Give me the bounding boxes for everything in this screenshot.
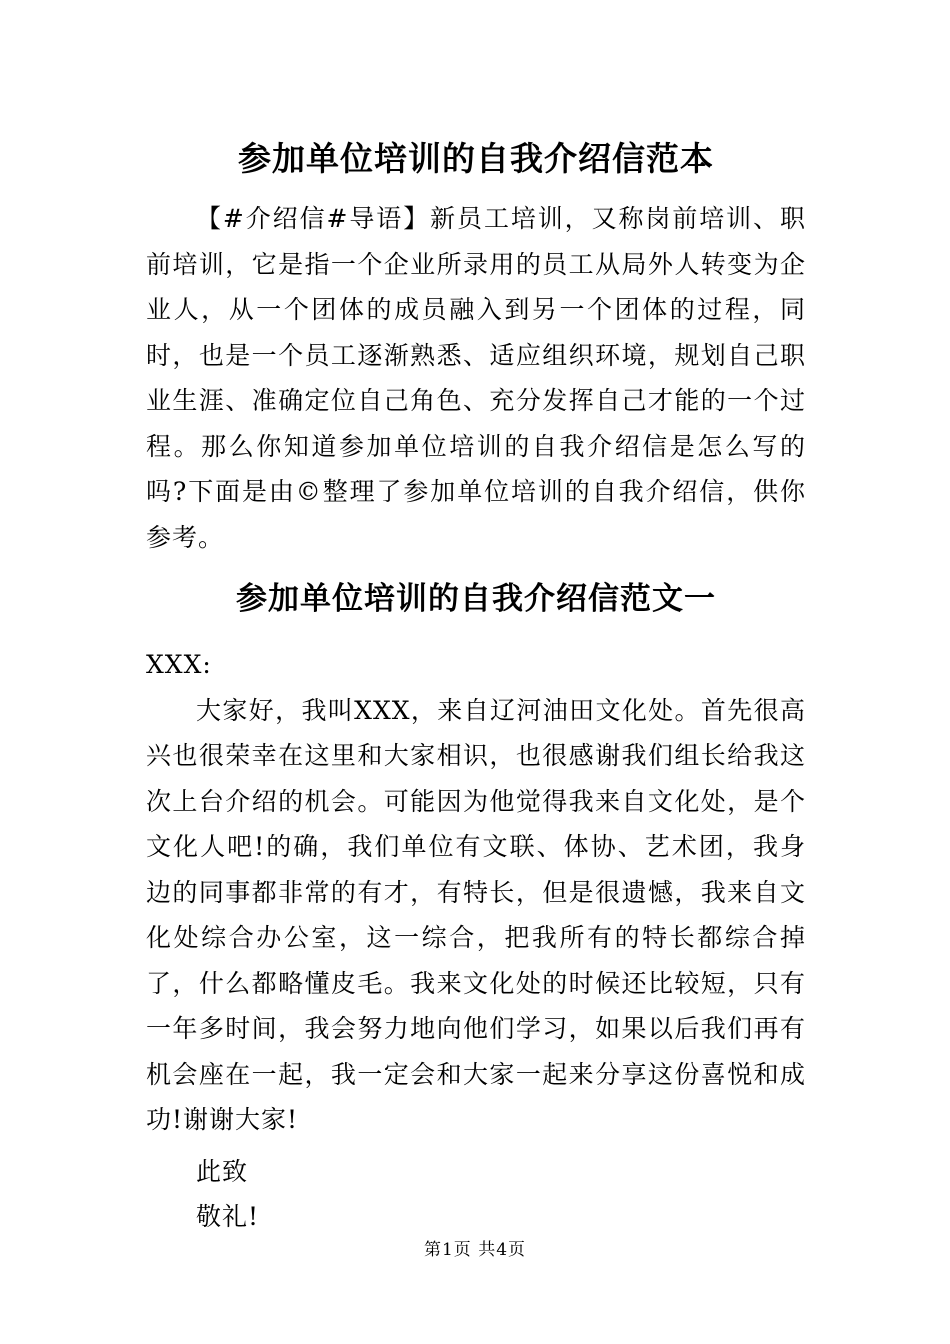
section-heading: 参加单位培训的自我介绍信范文一 bbox=[236, 581, 716, 617]
page-footer: 第1页 共4页 bbox=[423, 1240, 527, 1260]
document-content bbox=[146, 132, 806, 1240]
letter-closing-line-2: 敬礼! bbox=[196, 1202, 260, 1231]
letter-body: 大家好，我叫XXX，来自辽河油田文化处。首先很高兴也很荣幸在这里和大家相识，也很感谢我们组长给我这次上台介绍的机会。可能因为他觉得我来自文化处，是个文化人吧!的确，我们单位有文联、体协、艺术团，我身边的同事都非常的有才，有特长，但是很遗憾，我来自文化处综合办公室，这一综合，把我所有的特长都综合掉了，什么都略懂皮毛。我来文化处的时候还比较短，只有一年多时间，我会努力地向他们学习，如果以后我们再有机会座在一起，我一定会和大家一起来分享这份喜悦和成功!谢谢大家! bbox=[146, 695, 806, 1134]
letter-salutation: XXX: bbox=[146, 650, 212, 679]
letter-closing-line-1: 此致 bbox=[196, 1156, 249, 1186]
document-title: 参加单位培训的自我介绍信范本 bbox=[238, 139, 714, 178]
intro-paragraph: 【#介绍信#导语】新员工培训，又称岗前培训、职前培训，它是指一个企业所录用的员工从局外人转变为企业人，从一个团体的成员融入到另一个团体的过程，同时，也是一个员工逐渐熟悉、适应组织环境，规划自己职业生涯、准确定位自己角色、充分发挥自己才能的一个过程。那么你知道参加单位培训的自我介绍信是怎么写的吗?下面是由©整理了参加单位培训的自我介绍信，供你参考。 bbox=[146, 204, 806, 552]
